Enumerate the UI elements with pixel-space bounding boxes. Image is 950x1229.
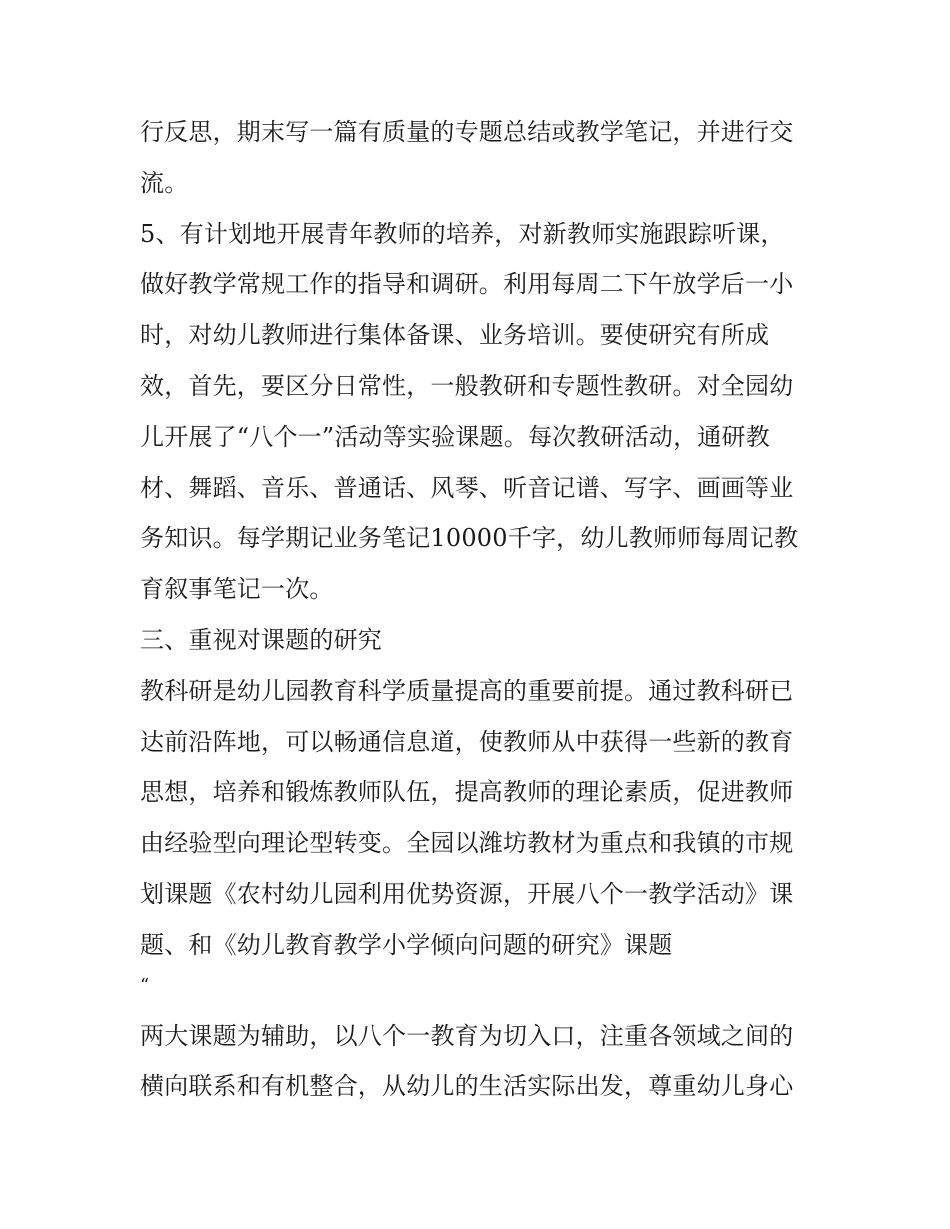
text-line-12: 教科研是幼儿园教育科学质量提高的重要前提。通过教科研已 [140, 676, 794, 705]
text-line-5: 时，对幼儿教师进行集体备课、业务培训。要使研究有所成 [140, 321, 770, 350]
text-line-8: 材、舞蹈、音乐、普通话、风琴、听音记谱、写字、画画等业 [140, 473, 794, 502]
text-line-3: 5、有计划地开展青年教师的培养，对新教师实施跟踪听课， [140, 219, 785, 248]
text-line-19: 两大课题为辅助，以八个一教育为切入口，注重各领域之间的 [140, 1021, 794, 1050]
text-line-4: 做好教学常规工作的指导和调研。利用每周二下午放学后一小 [140, 270, 794, 299]
text-line-2: 流。 [140, 168, 189, 197]
text-line-13: 达前沿阵地，可以畅通信息道，使教师从中获得一些新的教育 [140, 727, 794, 756]
text-line-6: 效，首先，要区分日常性，一般教研和专题性教研。对全园幼 [140, 371, 794, 400]
text-line-15: 由经验型向理论型转变。全园以潍坊教材为重点和我镇的市规 [140, 829, 794, 858]
section-heading: 三、重视对课题的研究 [140, 625, 382, 654]
text-line-7: 儿开展了“八个一”活动等实验课题。每次教研活动，通研教 [140, 422, 770, 451]
stray-quote-mark: “ [140, 974, 150, 996]
text-line-17: 题、和《幼儿教育教学小学倾向问题的研究》课题 [140, 930, 673, 959]
document-body [140, 107, 820, 1112]
text-line-1: 行反思，期末写一篇有质量的专题总结或教学笔记，并进行交 [140, 118, 794, 146]
text-line-20: 横向联系和有机整合，从幼儿的生活实际出发，尊重幼儿身心 [140, 1072, 794, 1101]
text-line-14: 思想，培养和锻炼教师队伍，提高教师的理论素质，促进教师 [140, 778, 794, 807]
text-line-16: 划课题《农村幼儿园利用优势资源，开展八个一教学活动》课 [140, 879, 794, 908]
text-line-10: 育叙事笔记一次。 [140, 575, 334, 604]
text-line-9: 务知识。每学期记业务笔记10000千字，幼儿教师师每周记教 [140, 524, 799, 553]
